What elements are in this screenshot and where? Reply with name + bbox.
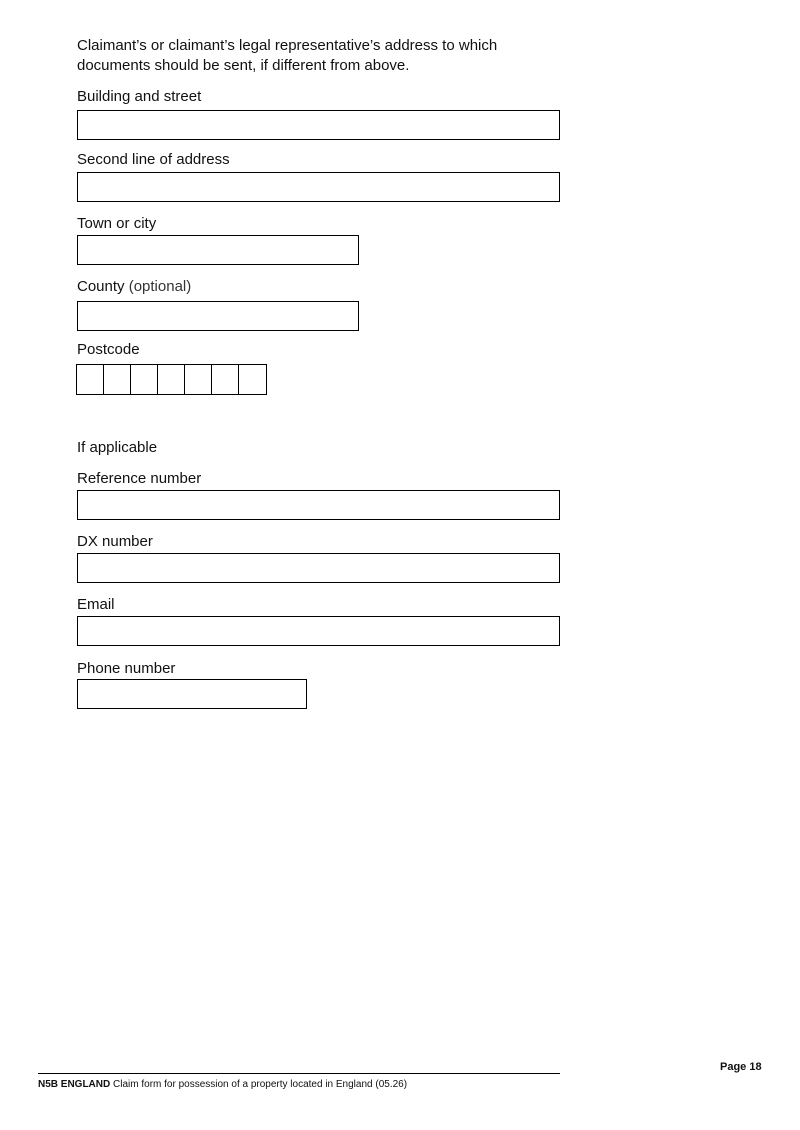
footer-divider	[38, 1073, 560, 1074]
email-input[interactable]	[77, 616, 560, 646]
second-line-input[interactable]	[77, 172, 560, 202]
form-title: Claim form for possession of a property located in England (05.26)	[113, 1079, 408, 1090]
phone-number-input[interactable]	[77, 679, 307, 709]
footer-text	[38, 1078, 407, 1092]
postcode-char-7[interactable]	[239, 365, 266, 394]
intro-text: Claimant’s or claimant’s legal representative’s address to which documents should be sent, if different from above.	[77, 37, 498, 74]
postcode-label: Postcode	[77, 341, 140, 358]
email-label: Email	[77, 596, 115, 613]
building-street-label: Building and street	[77, 88, 202, 105]
postcode-char-6[interactable]	[212, 365, 239, 394]
reference-number-label: Reference number	[77, 470, 202, 487]
county-label-text: County	[77, 278, 125, 295]
postcode-char-2[interactable]	[104, 365, 131, 394]
dx-number-label: DX number	[77, 533, 153, 550]
town-city-label: Town or city	[77, 215, 157, 232]
postcode-boxes	[76, 364, 267, 395]
reference-number-input[interactable]	[77, 490, 560, 520]
dx-number-input[interactable]	[77, 553, 560, 583]
building-street-input[interactable]	[77, 110, 560, 140]
form-code: N5B ENGLAND	[38, 1079, 111, 1090]
county-label	[77, 278, 191, 296]
county-optional-text: (optional)	[128, 278, 192, 295]
phone-number-label: Phone number	[77, 660, 176, 677]
page-number: Page 18	[720, 1061, 762, 1073]
county-input[interactable]	[77, 301, 359, 331]
town-city-input[interactable]	[77, 235, 359, 265]
postcode-char-5[interactable]	[185, 365, 212, 394]
postcode-char-3[interactable]	[131, 365, 158, 394]
postcode-char-4[interactable]	[158, 365, 185, 394]
postcode-char-1[interactable]	[77, 365, 104, 394]
if-applicable-text: If applicable	[77, 439, 158, 456]
second-line-label: Second line of address	[77, 151, 230, 168]
